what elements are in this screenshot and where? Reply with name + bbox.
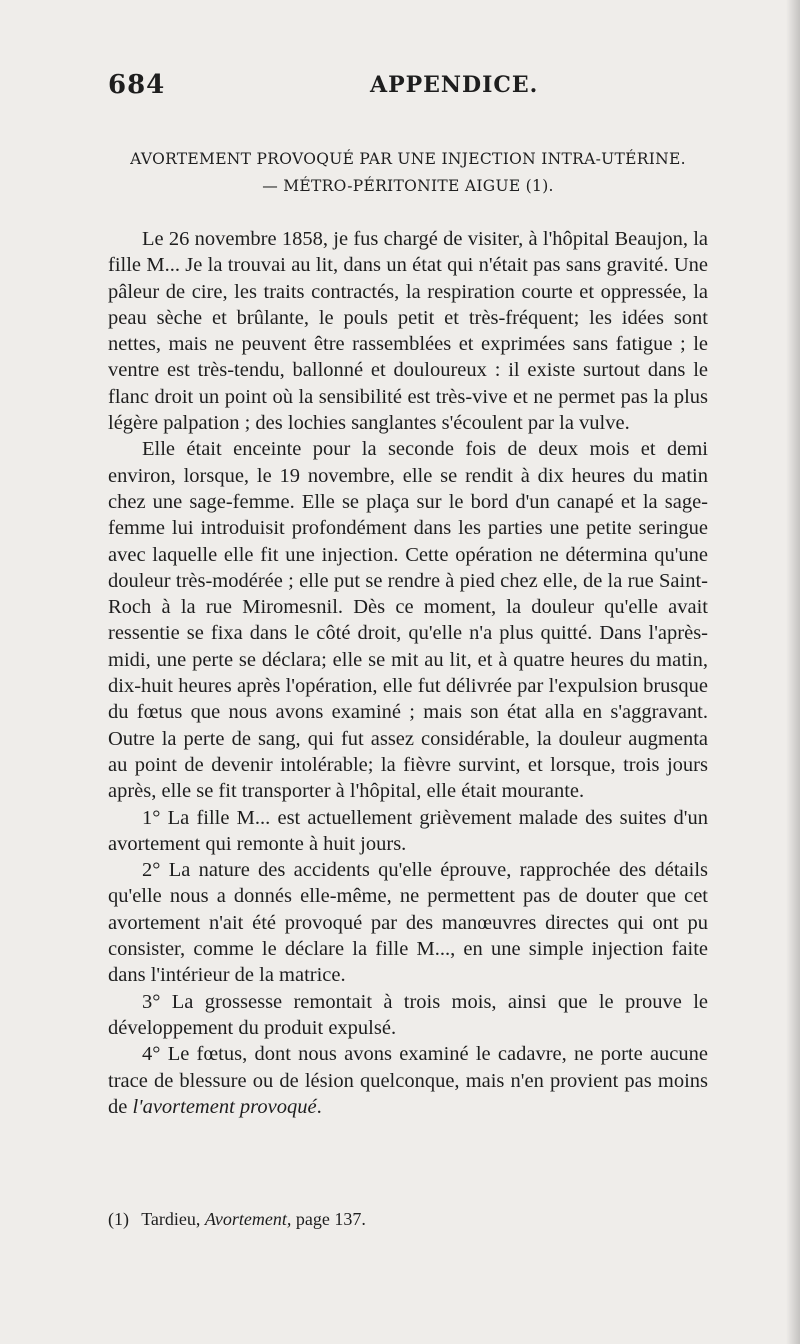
footnote-marker: (1) [108, 1209, 129, 1229]
conclusion-item: 3° La grossesse remontait à trois mois, ainsi que le prouve le développement du produit expulsé. [108, 990, 708, 1039]
body-text [108, 226, 708, 1120]
footnote-work: Avortement, [204, 1209, 292, 1229]
conclusion-item: 2° La nature des accidents qu'elle éprouve, rapprochée des détails qu'elle nous a donnés elle-même, ne permettent pas de douter que cet avortement n'ait été provoqué par des manœuvres directes qui ont pu consister, comme le déclare la fille M..., en une simple injection faite dans l'intérieur de la matrice. [108, 859, 708, 987]
page-edge-shadow [786, 0, 800, 1344]
conclusion-end: . [316, 1095, 322, 1118]
section-title [108, 146, 708, 200]
running-head: APPENDICE. [370, 72, 539, 98]
section-title-line-2: — MÉTRO-PÉRITONITE AIGUE (1). [262, 177, 554, 195]
conclusion-item: 1° La fille M... est actuellement grièvement malade des suites d'un avortement qui remonte à huit jours. [108, 806, 708, 855]
footnote [108, 1207, 708, 1231]
page-number: 684 [108, 70, 166, 100]
conclusion-text: 4° Le fœtus, dont nous avons examiné le cadavre, ne porte aucune trace de blessure ou de lésion quelconque, mais n'en provient pas moins de [108, 1043, 708, 1118]
page-header [108, 70, 708, 104]
emphasis-text: l'avortement provoqué [132, 1095, 317, 1118]
section-title-line-1: AVORTEMENT PROVOQUÉ PAR UNE INJECTION INTRA-UTÉRINE. [130, 150, 686, 168]
paragraph: Le 26 novembre 1858, je fus chargé de visiter, à l'hôpital Beaujon, la fille M... Je la trouvai au lit, dans un état qui n'était pas sans gravité. Une pâleur de cire, les traits contractés, la respiration courte et oppressée, la peau sèche et brûlante, le pouls petit et très-fréquent; les idées sont nettes, mais ne peuvent être rassemblées et exprimées sans fatigue ; le ventre est très-tendu, ballonné et douloureux : il existe surtout dans le flanc droit un point où la sensibilité est très-vive et ne permet pas la plus légère palpation ; des lochies sanglantes s'écoulent par la vulve. [108, 228, 708, 435]
conclusion-item [108, 1041, 708, 1120]
paragraph: Elle était enceinte pour la seconde fois de deux mois et demi environ, lorsque, le 19 novembre, elle se rendit à dix heures du matin chez une sage-femme. Elle se plaça sur le bord d'un canapé et la sage-femme lui introduisit profondément dans les parties une petite seringue avec laquelle elle fit une injection. Cette opération ne détermina qu'une douleur très-modérée ; elle put se rendre à pied chez elle, de la rue Saint-Roch à la rue Miromesnil. Dès ce moment, la douleur qu'elle avait ressentie se fixa dans le côté droit, qu'elle n'a plus quitté. Dans l'après-midi, une perte se déclara; elle se mit au lit, et à quatre heures du matin, dix-huit heures après l'opération, elle fut délivrée par l'expulsion brusque du fœtus que nous avons examiné ; mais son état alla en s'aggravant. Outre la perte de sang, qui fut assez considérable, la douleur augmenta au point de devenir intolérable; la fièvre survint, et lorsque, trois jours après, elle se fit transporter à l'hôpital, elle était mourante. [108, 438, 708, 803]
footnote-author: Tardieu, [141, 1209, 201, 1229]
footnote-page: page 137. [295, 1209, 366, 1229]
